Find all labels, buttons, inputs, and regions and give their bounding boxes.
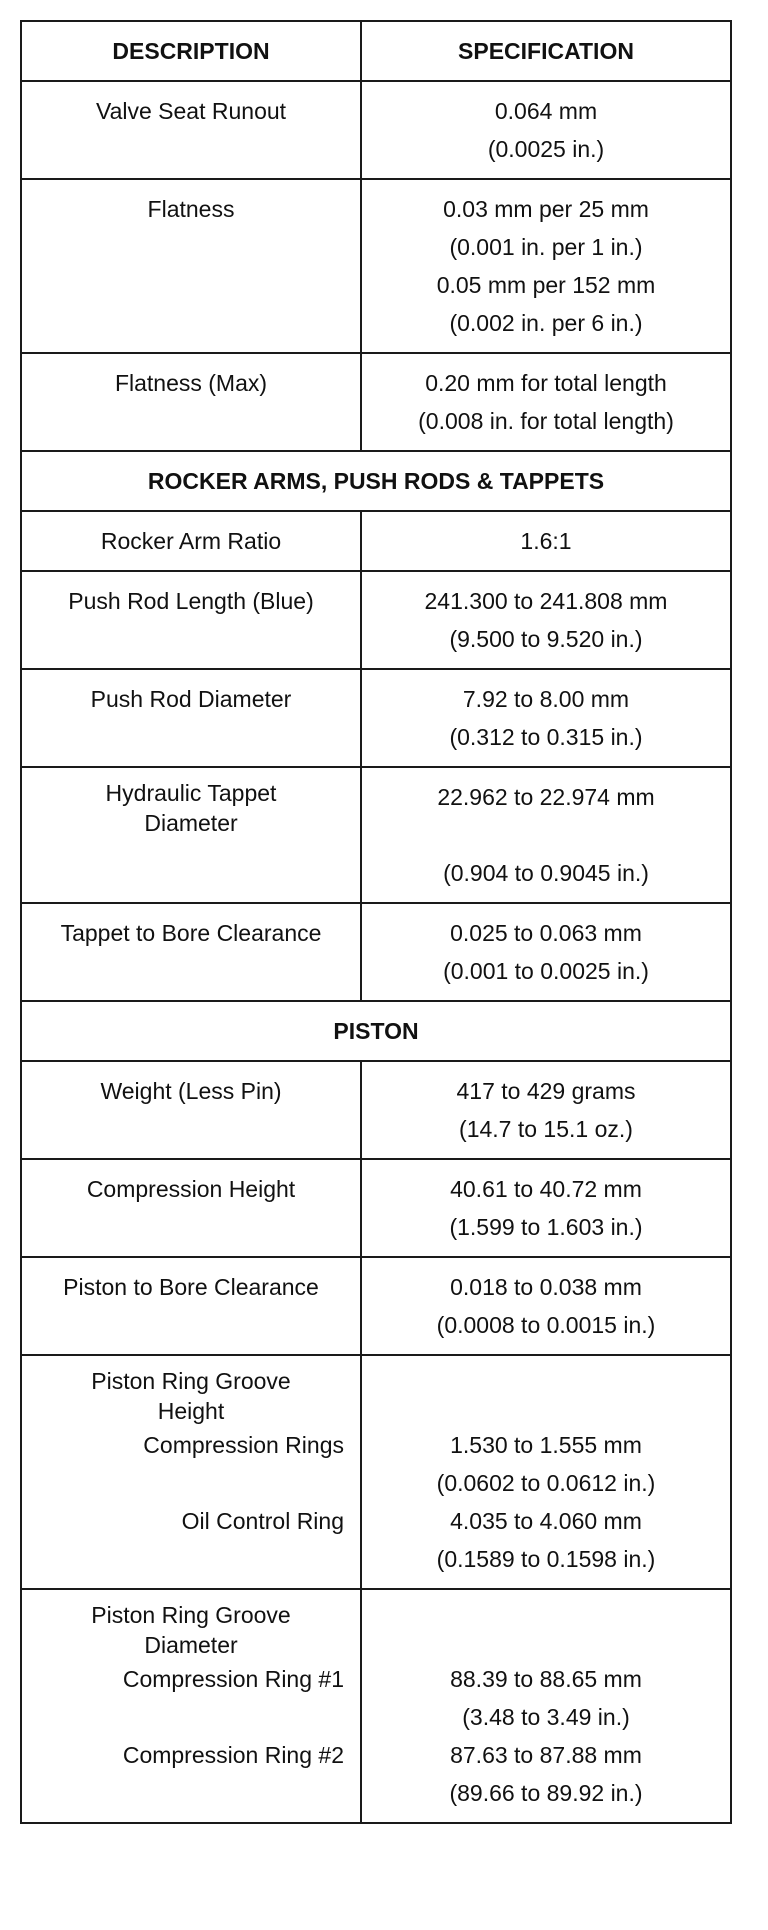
- subitem-compression-ring-2: Compression Ring #2: [122, 1742, 344, 1768]
- description-line: Height: [157, 1398, 225, 1424]
- subitem-compression-ring-1: Compression Ring #1: [122, 1666, 344, 1692]
- row-specification: [361, 767, 731, 903]
- spec-line: 1.6:1: [520, 528, 572, 554]
- row-specification: [361, 179, 731, 353]
- row-description: Flatness (Max): [21, 353, 361, 451]
- spec-line: (89.66 to 89.92 in.): [449, 1780, 643, 1806]
- spec-line: (1.599 to 1.603 in.): [449, 1214, 643, 1240]
- spec-line: 0.20 mm for total length: [425, 370, 667, 396]
- section-header-row: [21, 1001, 731, 1061]
- spec-line: (0.001 in. per 1 in.): [449, 234, 643, 260]
- row-description: [21, 1355, 361, 1589]
- spec-line: 22.962 to 22.974 mm: [437, 784, 655, 810]
- spec-line: 40.61 to 40.72 mm: [450, 1176, 642, 1202]
- row-specification: [361, 1589, 731, 1823]
- table-row: [21, 511, 731, 571]
- row-specification: [361, 903, 731, 1001]
- row-description: Piston to Bore Clearance: [21, 1257, 361, 1355]
- spec-line: (3.48 to 3.49 in.): [462, 1704, 630, 1730]
- row-specification: [361, 1061, 731, 1159]
- row-description: Push Rod Length (Blue): [21, 571, 361, 669]
- description-line: Diameter: [144, 810, 238, 836]
- row-specification: [361, 1355, 731, 1589]
- spec-line: 7.92 to 8.00 mm: [462, 686, 630, 712]
- section-title-rocker-arms: ROCKER ARMS, PUSH RODS & TAPPETS: [21, 451, 731, 511]
- section-header-row: [21, 451, 731, 511]
- spec-line: 4.035 to 4.060 mm: [450, 1508, 642, 1534]
- row-specification: [361, 1257, 731, 1355]
- table-row: [21, 571, 731, 669]
- spec-line: 0.018 to 0.038 mm: [450, 1274, 642, 1300]
- row-description: [21, 767, 361, 903]
- row-specification: [361, 571, 731, 669]
- table-row: [21, 1159, 731, 1257]
- table-row: [21, 81, 731, 179]
- table-row: [21, 1257, 731, 1355]
- spec-line: (0.001 to 0.0025 in.): [443, 958, 649, 984]
- section-title-piston: PISTON: [21, 1001, 731, 1061]
- row-specification: [361, 511, 731, 571]
- spec-line: 0.03 mm per 25 mm: [443, 196, 649, 222]
- table-row: [21, 903, 731, 1001]
- spec-line: 0.064 mm: [494, 98, 598, 124]
- spec-line: 88.39 to 88.65 mm: [450, 1666, 642, 1692]
- spec-line: (9.500 to 9.520 in.): [449, 626, 643, 652]
- table-row: [21, 179, 731, 353]
- spec-line: 87.63 to 87.88 mm: [450, 1742, 642, 1768]
- row-description: Compression Height: [21, 1159, 361, 1257]
- spec-line: 417 to 429 grams: [456, 1078, 636, 1104]
- description-line: Piston Ring Groove: [91, 1368, 291, 1394]
- spec-line: (0.1589 to 0.1598 in.): [436, 1546, 656, 1572]
- description-line: Diameter: [144, 1632, 238, 1658]
- row-specification: [361, 353, 731, 451]
- row-description: [21, 1589, 361, 1823]
- spec-line: (0.0025 in.): [487, 136, 605, 162]
- column-header-description: DESCRIPTION: [21, 21, 361, 81]
- row-description: Push Rod Diameter: [21, 669, 361, 767]
- table-header-row: [21, 21, 731, 81]
- table-row: [21, 353, 731, 451]
- spec-line: (0.312 to 0.315 in.): [449, 724, 643, 750]
- spec-line: (14.7 to 15.1 oz.): [459, 1116, 633, 1142]
- spec-line: (0.0008 to 0.0015 in.): [436, 1312, 656, 1338]
- spec-line: (0.008 in. for total length): [418, 408, 674, 434]
- table-row: [21, 1355, 731, 1589]
- subitem-oil-control-ring: Oil Control Ring: [181, 1508, 344, 1534]
- subitem-compression-rings: Compression Rings: [143, 1432, 344, 1458]
- spec-line: 1.530 to 1.555 mm: [450, 1432, 642, 1458]
- table-row: [21, 1589, 731, 1823]
- row-description: Weight (Less Pin): [21, 1061, 361, 1159]
- spec-line: 241.300 to 241.808 mm: [424, 588, 668, 614]
- row-specification: [361, 81, 731, 179]
- spec-line: 0.025 to 0.063 mm: [450, 920, 642, 946]
- spec-line: (0.0602 to 0.0612 in.): [436, 1470, 656, 1496]
- spec-line: (0.904 to 0.9045 in.): [443, 860, 649, 886]
- row-description: Flatness: [21, 179, 361, 353]
- column-header-specification: SPECIFICATION: [361, 21, 731, 81]
- row-specification: [361, 1159, 731, 1257]
- row-description: Rocker Arm Ratio: [21, 511, 361, 571]
- table-row: [21, 669, 731, 767]
- description-line: Piston Ring Groove: [91, 1602, 291, 1628]
- table-row: [21, 767, 731, 903]
- spec-line: (0.002 in. per 6 in.): [449, 310, 643, 336]
- row-specification: [361, 669, 731, 767]
- specification-table: [20, 20, 732, 1824]
- spec-line: 0.05 mm per 152 mm: [436, 272, 656, 298]
- description-line: Hydraulic Tappet: [105, 780, 277, 806]
- row-description: Tappet to Bore Clearance: [21, 903, 361, 1001]
- row-description: Valve Seat Runout: [21, 81, 361, 179]
- table-row: [21, 1061, 731, 1159]
